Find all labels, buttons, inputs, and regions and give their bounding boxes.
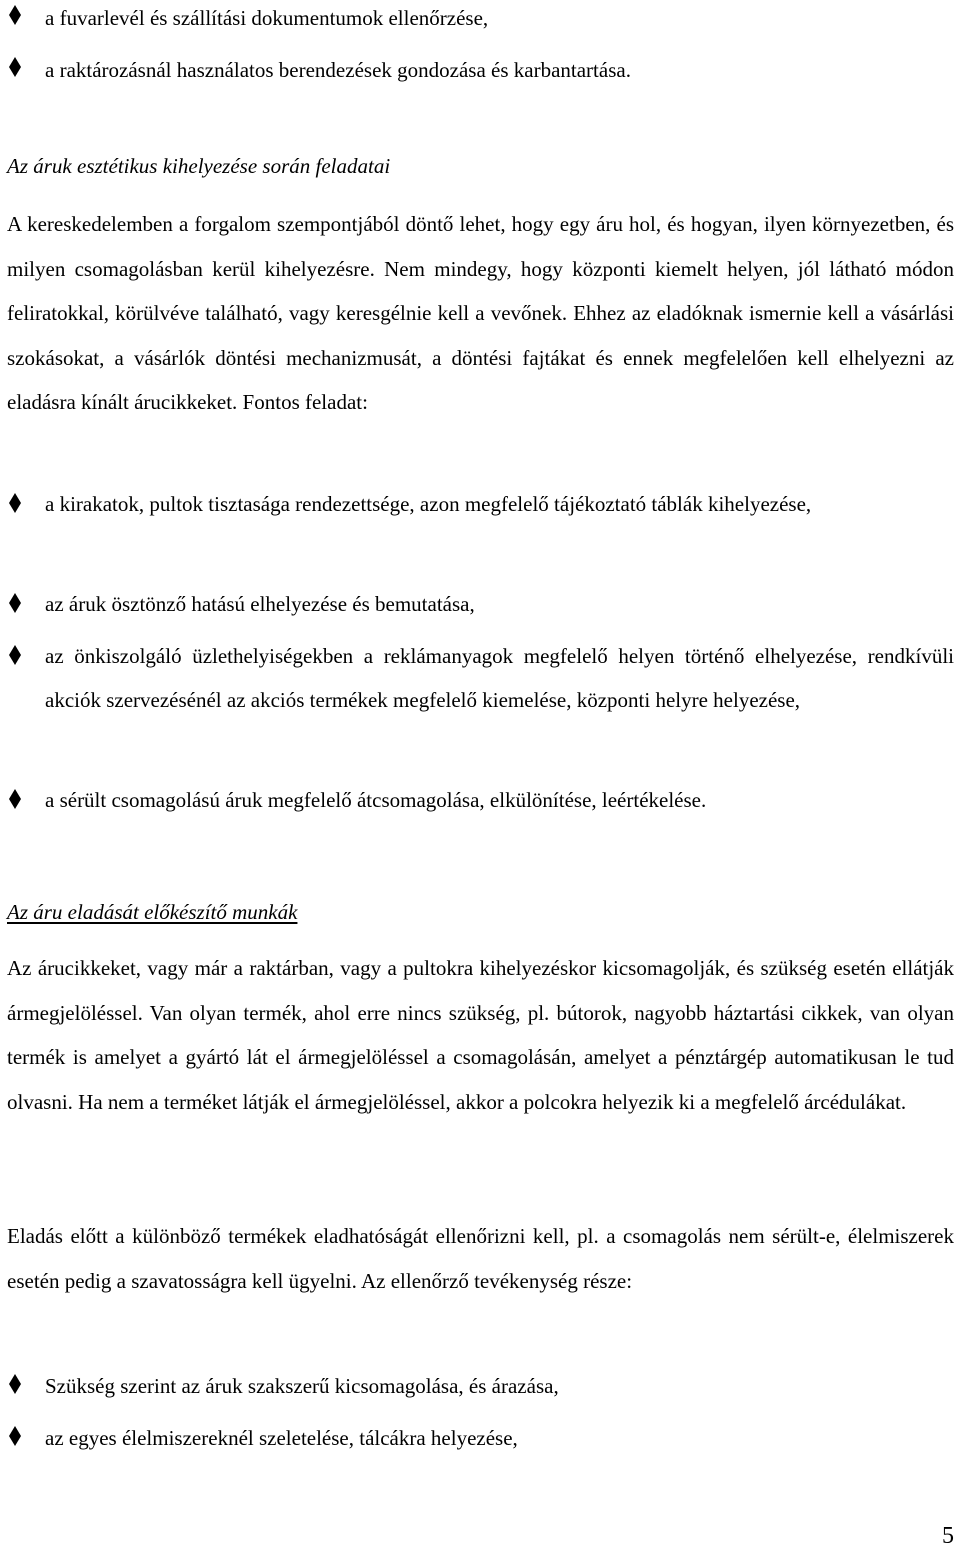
diamond-bullet-icon [8,492,22,514]
diamond-bullet-icon [8,56,22,78]
paragraph: Az árucikkeket, vagy már a raktárban, vagy a pultokra kihelyezéskor kicsomagolják, és szükség esetén ellátják ármegjelöléssel. Van olyan termék, ahol erre nincs szükség, pl. bútorok, nagyobb háztartási cikkek, van olyan termék is amelyet a gyártó lát el ármegjelöléssel a csomagolásán, amelyet a pénztárgép automatikusan le tud olvasni. Ha nem a terméket látják el ármegjelöléssel, akkor a polcokra helyezik ki a megfelelő árcédulákat. [7,956,954,1114]
list-item-text: a kirakatok, pultok tisztasága rendezettsége, azon megfelelő tájékoztató táblák kihelyezése, [45,492,812,516]
paragraph: Eladás előtt a különböző termékek eladhatóságát ellenőrizni kell, pl. a csomagolás nem sérült-e, élelmiszerek esetén pedig a szavatosságra kell ügyelni. Az ellenőrző tevékenység része: [7,1224,954,1293]
list-item-text: az áruk ösztönző hatású elhelyezése és bemutatása, [45,592,475,616]
list-item-text: az egyes élelmiszereknél szeletelése, tálcákra helyezése, [45,1426,518,1450]
list-item-text: a raktározásnál használatos berendezések gondozása és karbantartása. [45,58,631,82]
diamond-bullet-icon [8,644,22,666]
list-item-text: a sérült csomagolású áruk megfelelő átcsomagolása, elkülönítése, leértékelése. [45,788,707,812]
paragraph: A kereskedelemben a forgalom szempontjából döntő lehet, hogy egy áru hol, és hogyan, ilyen környezetben, és milyen csomagolásban kerül kihelyezésre. Nem mindegy, hogy központi kiemelt helyen, jól látható módon feliratokkal, körülvéve található, vagy keresgélnie kell a vevőnek. Ehhez az eladóknak ismernie kell a vásárlási szokásokat, a vásárlók döntési mechanizmusát, a döntési fajtákat és ennek megfelelően kell elhelyezni az eladásra kínált árucikkeket. Fontos feladat: [7,212,954,415]
diamond-bullet-icon [8,592,22,614]
section-heading: Az áruk esztétikus kihelyezése során feladatai [7,154,391,178]
section-heading: Az áru eladását előkészítő munkák [7,900,298,924]
list-item-text: Szükség szerint az áruk szakszerű kicsomagolása, és árazása, [45,1374,559,1398]
list-item-text: a fuvarlevél és szállítási dokumentumok ellenőrzése, [45,6,489,30]
diamond-bullet-icon [8,788,22,810]
diamond-bullet-icon [8,1425,22,1447]
page-number: 5 [942,1523,954,1549]
list-item-text: az önkiszolgáló üzlethelyiségekben a reklámanyagok megfelelő helyen történő elhelyezése, rendkívüli akciók szervezésénél az akciós termékek megfelelő kiemelése, központi helyre helyezése, [45,644,954,712]
diamond-bullet-icon [8,1373,22,1395]
diamond-bullet-icon [8,4,22,26]
